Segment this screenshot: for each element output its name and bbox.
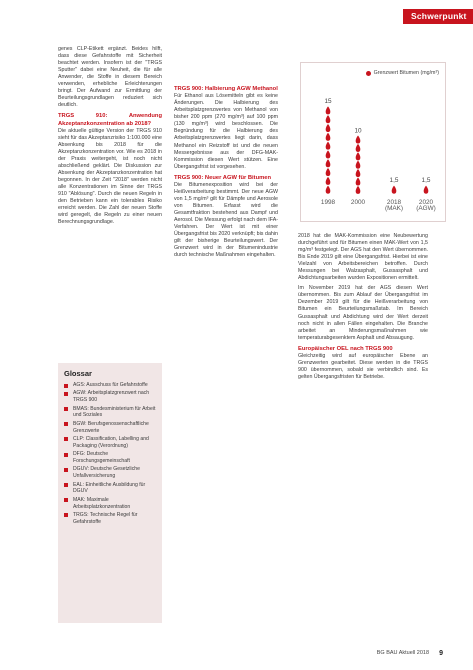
glossary-box [58,363,162,623]
bullet-square-icon [64,483,68,487]
chart-drop-marker [392,186,397,194]
chart-drop-marker [326,177,331,185]
chart-x-label-line: 2020 [418,199,434,206]
chart-x-label-line: (AGW) [416,205,436,213]
bullet-square-icon [64,468,68,472]
glossary-item [64,382,156,389]
bullet-square-icon [64,384,68,388]
col1-heading: TRGS 910: Anwendung Akzeptanzkonzentration ab 2018? [58,113,162,127]
footer-text: BG BAU Aktuell 2018 [376,650,429,656]
chart-x-label-line: 2018 [386,199,402,206]
col1-body: Die aktuelle gültige Version der TRGS 910 sieht für das Akzeptanzrisiko 1:100.000 eine Absenkung bis 2018 für die Akzeptanzkonzentration vor. Wie es 2018 in der Praxis weitergeht, ist noch nicht abschließend geklärt. Die Diskussion zur Absenkung der Akzeptanzkonzentration hat begonnen. In der Zeit "2018" werden nicht alle Konzentrationen im Sinne der TRGS 910 "Ablösung". Durch die neuen Regeln in den Betrieben kann ein tolerables Risiko erreicht werden. Die Zahl der neuen Stoffe wird geregelt, die Regeln zu einer neuen Berechnungsgrundlage. [58,127,162,226]
chart-x-label [311,200,345,206]
col3-body1: 2018 hat die MAK-Kommission eine Neubewertung durchgeführt und für Bitumen einen MAK-Wert von 1,5 mg/m³ festgelegt. Der AGS hat den Wert übernommen. Bis Ende 2019 gilt eine Übergangsfrist. Hierbei ist eine Vielzahl von Arbeitsbereichen betroffen. Durch Messungen bei Walzasphalt, Gussasphalt und Abdichtungsarbeiten wurden Expositionen ermittelt. [298,233,428,282]
chart-drop-marker [356,169,361,177]
glossary-item-text: CLP: Classification, Labelling and Packaging (Verordnung) [73,435,149,449]
chart-drop-marker [356,177,361,185]
chart-drop-marker [326,150,331,158]
chart-value-label: 1,5 [389,177,399,185]
chart-drop-marker [326,159,331,167]
bullet-square-icon [64,453,68,457]
legend-label: Grenzwert Bitumen (mg/m³) [373,70,439,76]
bitumen-limit-chart [300,62,446,222]
chart-x-label-line: 2000 [350,199,366,206]
chart-x-label-line: (MAK) [384,205,404,213]
glossary-item-text: BMAS: Bundesministerium für Arbeit und Soziales [73,405,156,419]
glossary-item [64,406,156,420]
glossary-item-text: AGS: Ausschuss für Gefahrstoffe [73,382,148,388]
glossary-item [64,390,156,404]
col2-heading-methanol: TRGS 900: Halbierung AGW Methanol [174,86,278,92]
glossary-item [64,436,156,450]
bullet-square-icon [64,422,68,426]
glossary-item-text: EAL: Einheitliche Ausbildung für DGUV [73,481,146,495]
col3-heading: Europäischer OEL nach TRGS 900 [298,345,393,352]
column-right [298,233,428,381]
glossary-item [64,482,156,496]
glossary-item-text: TRGS: Technische Regel für Gefahrstoffe [73,511,138,525]
chart-value-label: 1,5 [421,177,431,185]
bullet-square-icon [64,513,68,517]
chart-x-label [377,200,411,213]
chart-drop-marker [326,124,331,132]
glossary-item [64,451,156,465]
glossary-item [64,512,156,526]
glossary-item [64,421,156,435]
chart-value-label: 15 [324,97,332,105]
bullet-square-icon [64,498,68,502]
col2-body-methanol: Für Ethanol aus Lösemitteln gibt es keine Änderungen. Die Halbierung des Arbeitsplatzgrenzwertes von Methanol von bisher 200 ppm (270 mg/m³) auf 100 ppm (130 mg/m³) wird beschlossen. Die Begründung für die Halbierung des Arbeitsplatzgrenzwertes liegt darin, dass Methanol ein Reizstoff ist und die neuen Messergebnisse aus der DFG-MAK-Kommission diesen Wert stützen. Eine Übergangsfrist ist vorgesehen. [174,93,278,170]
chart-drop-marker [326,142,331,150]
col3-body3: Gleichzeitig wird auf europäischer Ebene an Grenzwerten gearbeitet. Diese werden in die TRGS 900 übernommen, sobald sie verbindlich sind. Es gelten Übergangsfristen für Betriebe. [298,352,428,381]
chart-drop-marker [326,186,331,194]
glossary-title: Glossar [64,369,92,378]
column-left [58,46,162,226]
col1-intro: genes CLP-Etikett ergänzt. Beides hilft, dass diese Gefahrstoffe mit Sicherheit beachtet werden. Insofern ist der "TRGS Sputter" dabei eine Neuheit, die für alle Anwender, die Stoffe in diesem Bereich verwenden, erhebliche Erleichterungen bringt. Der Aufwand zur Ermittlung der Beurteilungsgrundlagen reduziert sich deutlich. [58,46,162,109]
col3-body2: Im November 2019 hat der AGS diesen Wert übernommen. Bis zum Ablauf der Übergangsfrist im Dezember 2019 gilt für die Heißverarbeitung von Bitumen ein Beurteilungsmaßstab. Im Bereich Gussasphalt und Abdichtung wird der Wert derzeit noch nicht in allen Fällen eingehalten. Die Branche arbeitet an Minderungsmaßnahmen wie temperaturabgesenktem Asphalt und Absaugung. [298,285,428,341]
chart-drop-marker [326,133,331,141]
bullet-square-icon [64,392,68,396]
glossary-item-text: BGW: Berufsgenossenschaftliche Grenzwerte [73,420,149,434]
chart-drop-marker [356,152,361,160]
chart-drop-marker [326,168,331,176]
glossary-item [64,466,156,480]
chart-x-label-line: 1998 [320,199,336,206]
chart-drop-marker [326,115,331,123]
glossary-item-text: DGUV: Deutsche Gesetzliche Unfallversicherung [73,466,140,480]
chart-drop-marker [326,106,331,114]
chart-x-label [341,200,375,206]
chart-drop-marker [356,135,361,143]
section-tag: Schwerpunkt [403,9,473,24]
chart-drop-marker [356,144,361,152]
chart-x-label [409,200,443,213]
bullet-square-icon [64,407,68,411]
bullet-square-icon [64,437,68,441]
chart-drop-marker [424,186,429,194]
page-number: 9 [439,650,443,657]
column-middle [174,82,278,259]
glossary-item-text: MAK: Maximale Arbeitsplatzkonzentration [73,496,131,510]
glossary-item [64,497,156,511]
col2-heading-bitumen: TRGS 900: Neuer AGW für Bitumen [174,174,272,181]
chart-drop-marker [356,161,361,169]
glossary-item-text: AGW: Arbeitsplatzgrenzwert nach TRGS 900 [73,390,150,404]
chart-drop-marker [356,186,361,194]
glossary-list [64,382,156,526]
glossary-item-text: DFG: Deutsche Forschungsgemeinschaft [73,451,130,465]
col2-body-bitumen: Die Bitumenexposition wird bei der Heißverarbeitung bestimmt. Der neue AGW von 1,5 mg/m³ gilt für Dämpfe und Aerosole von Bitumen. Erfasst wird die Gesamtfraktion bestehend aus Dampf und Aerosol. Die Messung erfolgt nach dem IFA-Verfahren. Der Wert ist mit einer Übergangsfrist bis 2020 verknüpft; bis dahin gilt der bisherige Beurteilungswert. Der Grenzwert wird in der Bitumenindustrie durch technische Maßnahmen eingehalten. [174,181,278,259]
chart-value-label: 10 [354,127,362,135]
